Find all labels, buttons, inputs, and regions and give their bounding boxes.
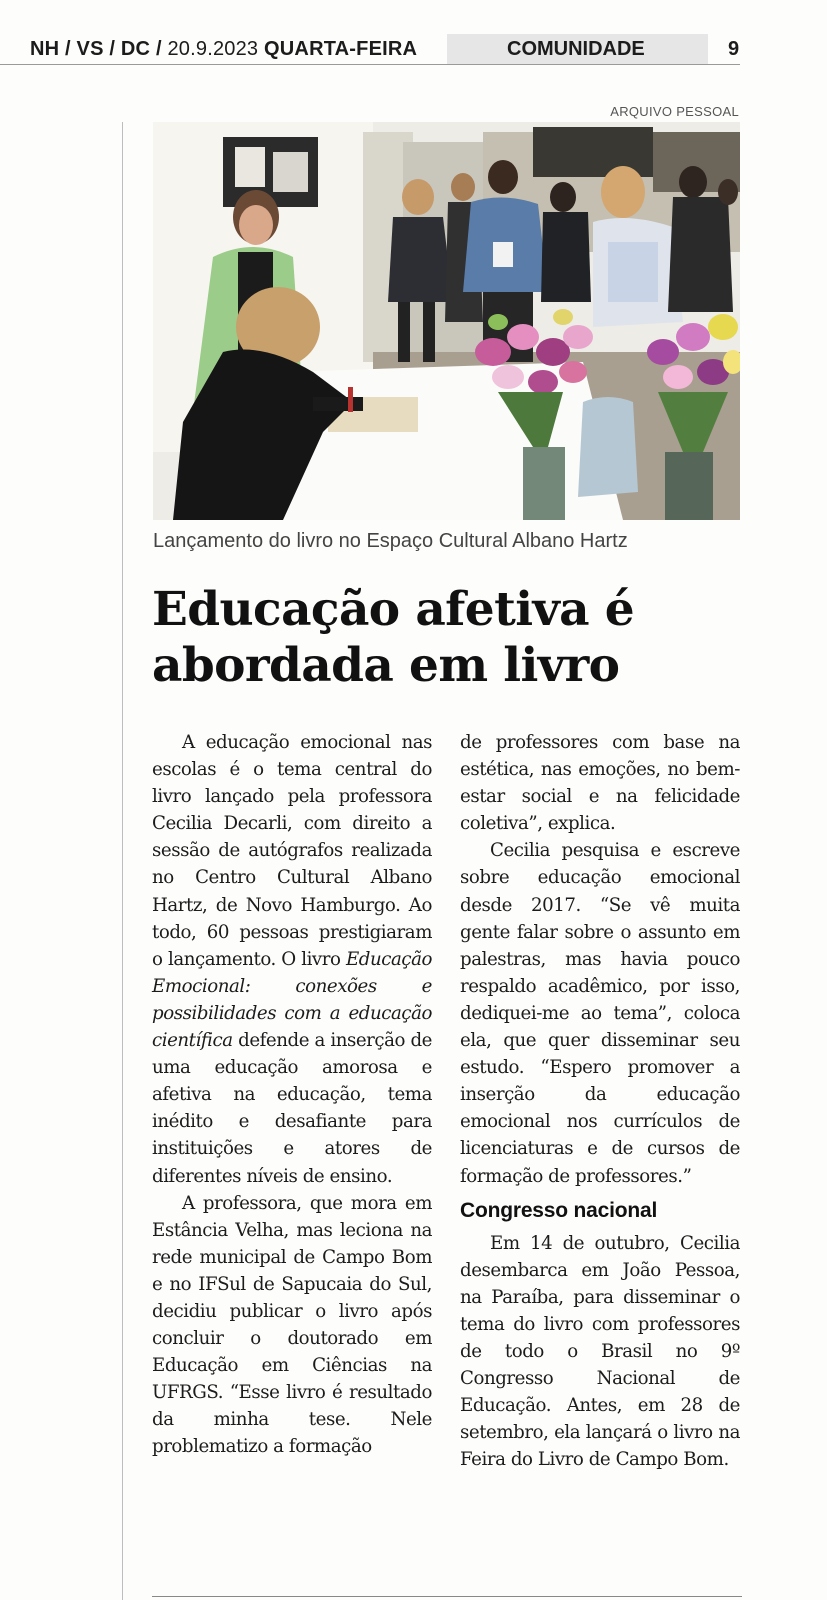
edition-line [30, 38, 417, 61]
photo-illustration [153, 122, 740, 520]
article-headline: Educação afetiva é abordada em livro [152, 582, 635, 693]
photo-credit: ARQUIVO PESSOAL [610, 104, 739, 119]
subheading: Congresso nacional [460, 1198, 658, 1222]
photo-caption: Lançamento do livro no Espaço Cultural Albano Hartz [153, 530, 628, 552]
article-photo [153, 122, 740, 520]
column-divider [122, 122, 123, 1600]
page-header [0, 0, 827, 68]
paragraph-3: Cecilia pesquisa e escreve sobre educação emocional desde 2017. “Se vê muita gente falar sobre o assunto em palestras, mas havia pouco respaldo acadêmico, por isso, dediquei-me ao tema”, coloca ela, que quer disseminar seu estudo. “Espero promover a inserção da educação emocional nos currículos de licenciaturas e de cursos de formação de professores.” [460, 840, 740, 1187]
header-rule [0, 64, 740, 65]
paragraph-1-end: defende a inserção de uma educação amorosa e afetiva na educação, tema inédito e desafiante para instituições e atores de diferentes níveis de ensino. [152, 1030, 432, 1187]
article-column-2 [460, 729, 740, 1473]
paragraph-2: A professora, que mora em Estância Velha, mas leciona na rede municipal de Campo Bom e no IFSul de Sapucaia do Sul, decidiu publicar o livro após concluir o doutorado em Educação em Ciências na UFRGS. “Esse livro é resultado da minha tese. Nele problematizo a formação [152, 1192, 432, 1458]
weekday: QUARTA-FEIRA [264, 38, 418, 60]
paragraph-1-intro: A educação emocional nas escolas é o tema central do livro lançado pela professora Cecilia Decarli, com direito a sessão de autógrafos realizada no Centro Cultural Albano Hartz, de Novo Hamburgo. Ao todo, 60 pessoas prestigiaram o lançamento. O livro [152, 732, 432, 970]
article-column-1 [152, 729, 432, 1461]
book-title: Educação Emocional: conexões e possibilidades com a educação científica [152, 948, 432, 1052]
bottom-rule [152, 1596, 742, 1597]
section-label: COMUNIDADE [447, 34, 708, 64]
paragraph-1 [152, 729, 432, 1190]
editions: NH / VS / DC / [30, 38, 162, 60]
page-number: 9 [728, 38, 740, 60]
paragraph-2-continued: de professores com base na estética, nas emoções, no bem-estar social e na felicidade coletiva”, explica. [460, 732, 740, 835]
paragraph-4: Em 14 de outubro, Cecilia desembarca em João Pessoa, na Paraíba, para disseminar o tema do livro com professores de todo o Brasil no 9º Congresso Nacional de Educação. Antes, em 28 de setembro, ela lançará o livro na Feira do Livro de Campo Bom. [460, 1232, 740, 1471]
date: 20.9.2023 [167, 38, 259, 60]
